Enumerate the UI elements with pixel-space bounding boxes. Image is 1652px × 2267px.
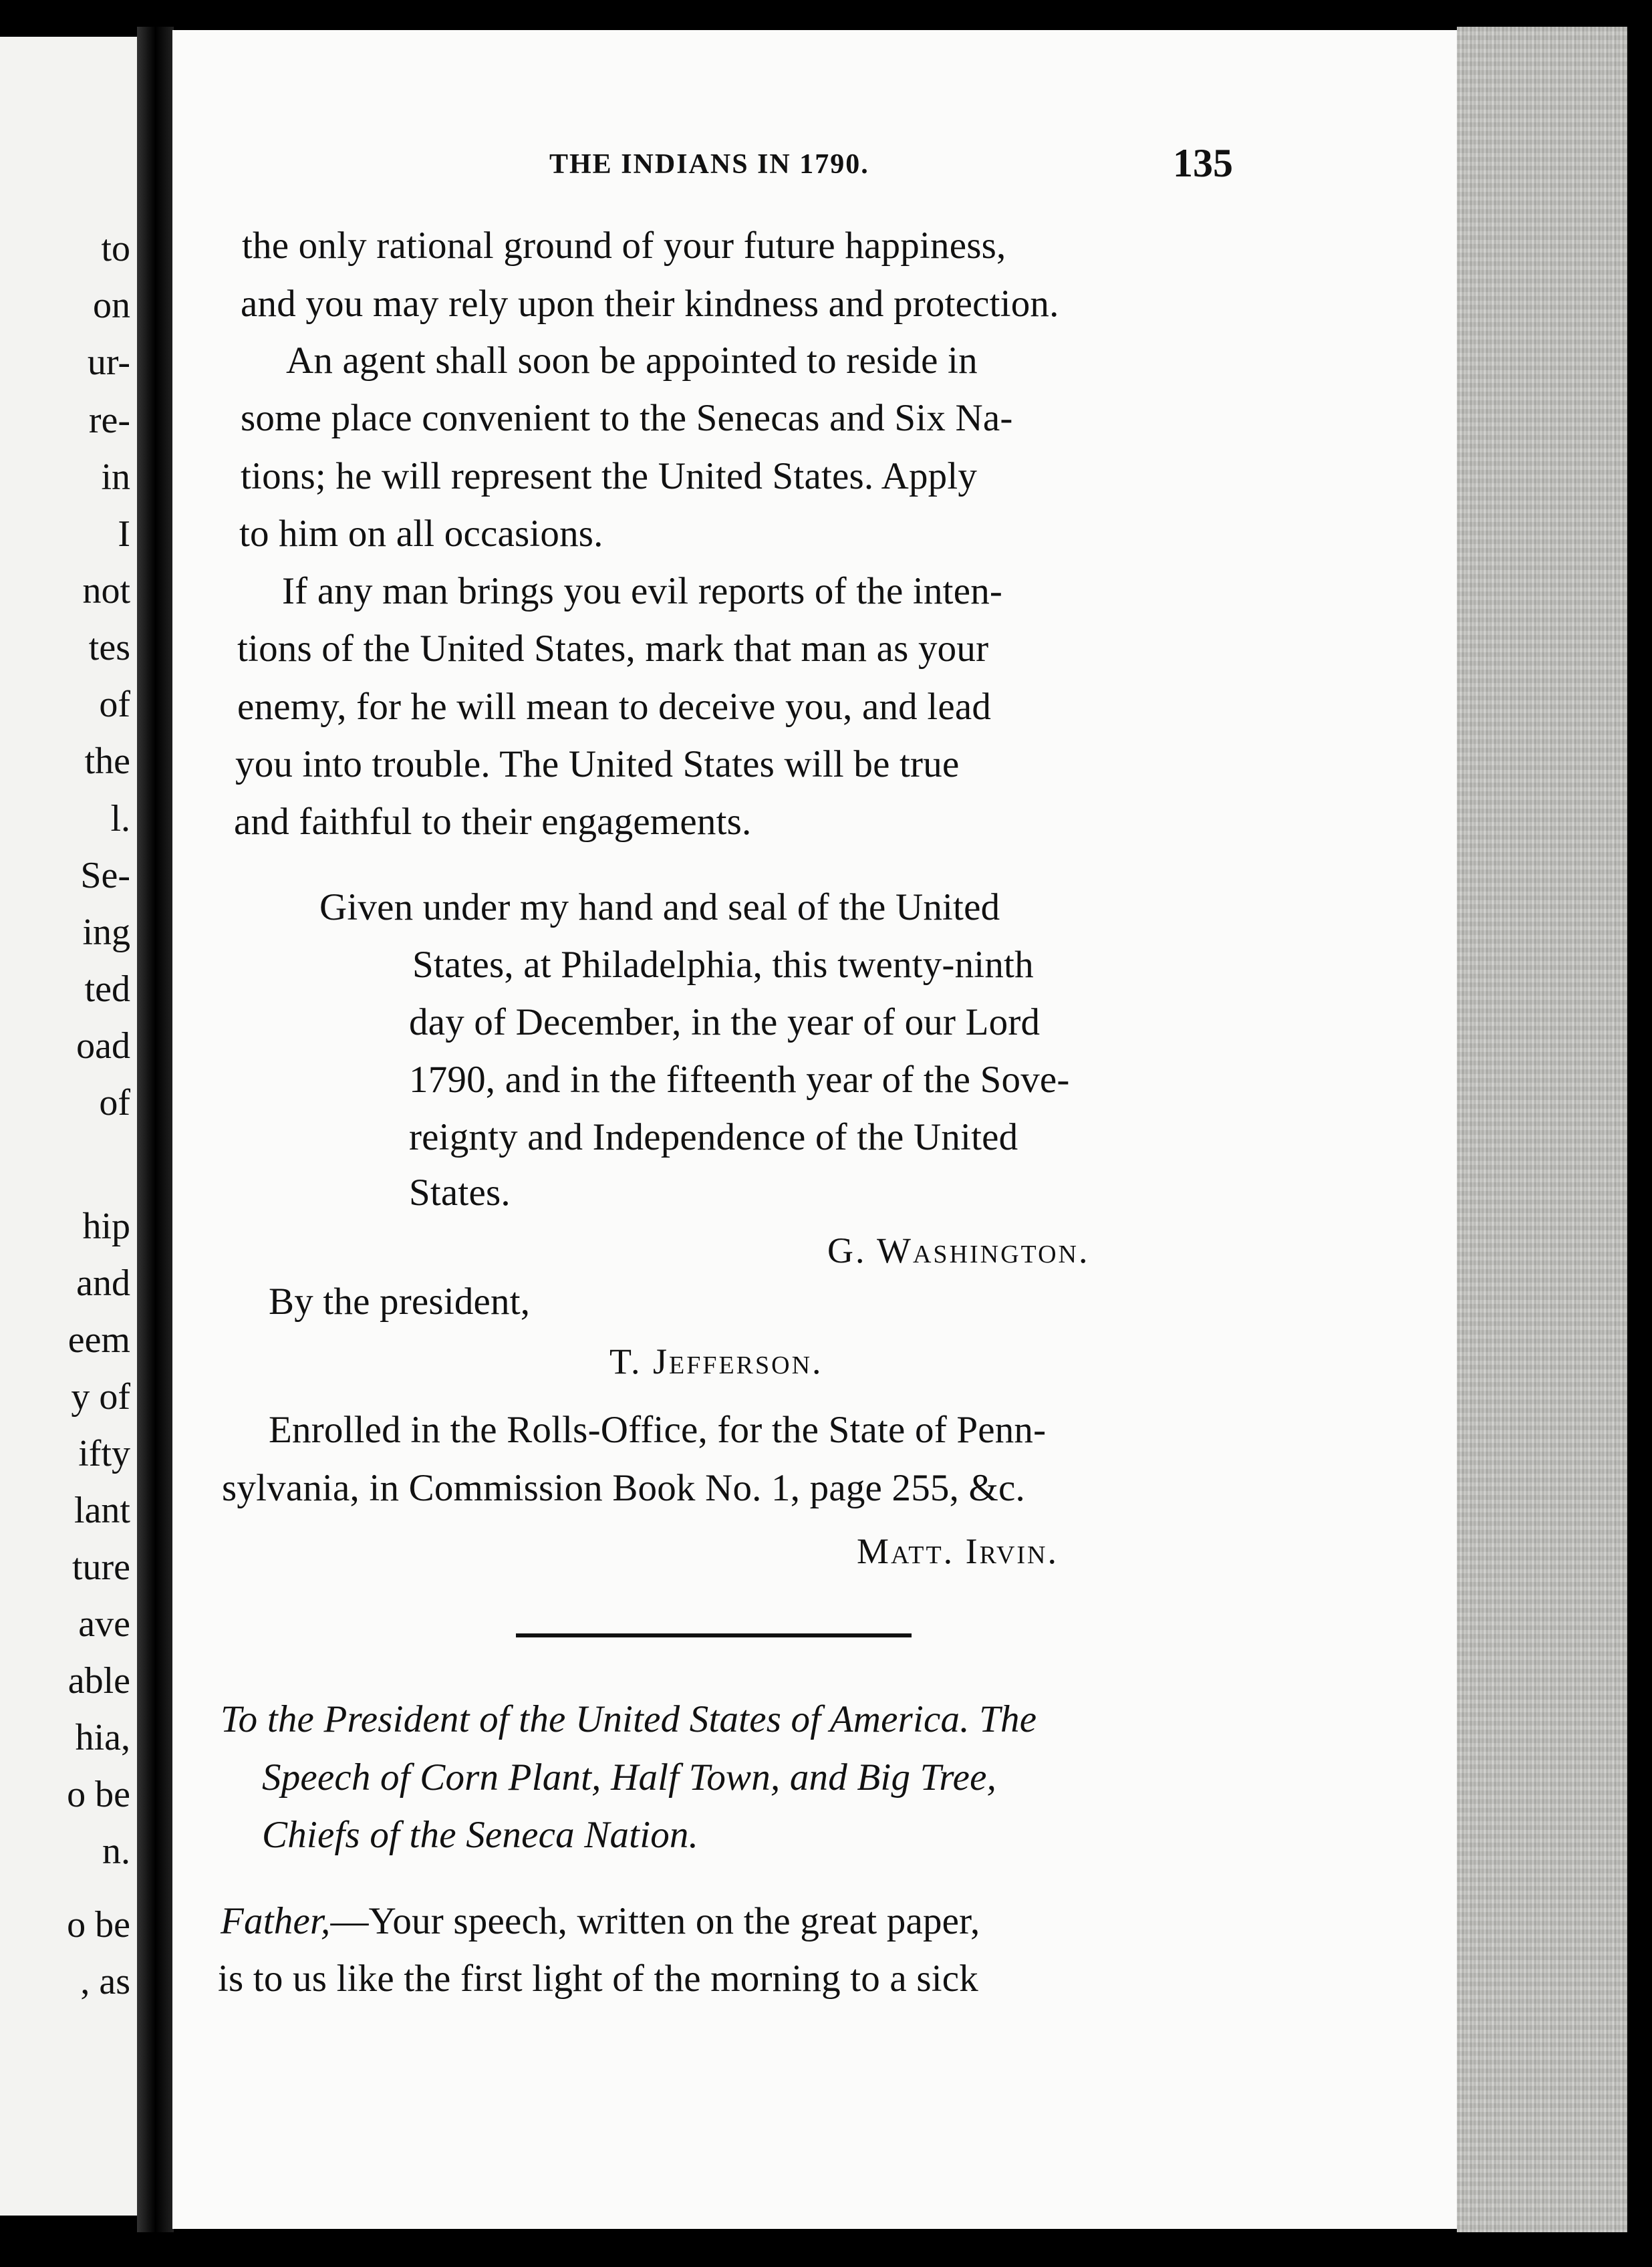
text-line: reignty and Independence of the United: [409, 1116, 1018, 1158]
facing-page-fragment: ted: [84, 968, 130, 1010]
facing-page-fragment: ave: [78, 1603, 130, 1645]
text-line: tions of the United States, mark that man as your: [237, 628, 989, 670]
facing-page-fragment: of: [99, 1082, 130, 1123]
facing-page-fragment: y of: [71, 1376, 130, 1418]
facing-page-fragment: o be: [67, 1774, 130, 1815]
text-line: An agent shall soon be appointed to reside in: [286, 340, 978, 382]
facing-page-fragment: to: [101, 228, 130, 269]
facing-page-fragment: the: [84, 741, 130, 782]
facing-page-fragment: on: [93, 285, 130, 326]
text-line: some place convenient to the Senecas and Six Na-: [241, 397, 1013, 439]
page-number: 135: [1173, 141, 1233, 185]
facing-page-fragment: I: [118, 513, 130, 555]
facing-page-fragment: in: [101, 456, 130, 498]
speech-heading-line: To the President of the United States of America. The: [221, 1698, 1037, 1740]
text-line: is to us like the first light of the morning to a sick: [218, 1958, 978, 2000]
text-line: and you may rely upon their kindness and protection.: [241, 283, 1059, 325]
book-gutter: [137, 27, 174, 2232]
facing-page-fragment: oad: [76, 1025, 130, 1067]
facing-page-fragment: eem: [67, 1319, 130, 1361]
facing-page-fragment: able: [67, 1660, 130, 1702]
facing-page-fragment: ture: [72, 1547, 130, 1588]
text-line: and faithful to their engagements.: [234, 801, 752, 843]
scan-border: [1627, 0, 1652, 2267]
signature-irvin: Matt. Irvin.: [857, 1531, 1059, 1571]
text-line: States.: [409, 1172, 511, 1214]
facing-page-fragment: ing: [82, 912, 130, 953]
signature-jefferson: T. Jefferson.: [609, 1341, 823, 1381]
text-line: enemy, for he will mean to deceive you, and lead: [237, 686, 992, 728]
facing-page-fragment: not: [82, 570, 130, 612]
section-rule: [516, 1633, 912, 1637]
text-line: day of December, in the year of our Lord: [409, 1001, 1041, 1043]
facing-page-fragment: lant: [74, 1490, 130, 1531]
father-label: Father,: [221, 1900, 331, 1942]
text-line: tions; he will represent the United States. Apply: [241, 455, 978, 497]
text-line: [221, 1899, 980, 1943]
father-line-rest: —Your speech, written on the great paper,: [330, 1900, 980, 1942]
page-edges: [1457, 27, 1627, 2232]
text-line: If any man brings you evil reports of the inten-: [282, 570, 1003, 612]
facing-page-fragment: ifty: [78, 1433, 130, 1474]
facing-page-fragment: , as: [80, 1961, 130, 2002]
facing-page-fragment: re-: [88, 400, 130, 441]
text-line: Enrolled in the Rolls-Office, for the State of Penn-: [269, 1409, 1047, 1451]
text-line: to him on all occasions.: [239, 513, 603, 555]
facing-page-fragment: o be: [67, 1904, 130, 1946]
facing-page-fragment: and: [76, 1262, 130, 1304]
facing-page-fragment: tes: [88, 627, 130, 668]
text-line: 1790, and in the fifteenth year of the Sove-: [409, 1059, 1070, 1101]
facing-page-fragment: ur-: [87, 342, 130, 383]
facing-page-fragment: n.: [102, 1831, 130, 1872]
text-line: Given under my hand and seal of the United: [319, 886, 1000, 928]
facing-page-fragment: l.: [110, 798, 130, 839]
facing-page-fragment: hia,: [75, 1717, 130, 1758]
running-title: THE INDIANS IN 1790.: [549, 149, 869, 180]
text-line: States, at Philadelphia, this twenty-ninth: [412, 944, 1034, 986]
facing-page-fragment: hip: [82, 1206, 130, 1247]
text-line: the only rational ground of your future happiness,: [242, 225, 1006, 267]
text-line: you into trouble. The United States will be true: [235, 743, 960, 785]
text-line: sylvania, in Commission Book No. 1, page 255, &c.: [222, 1467, 1025, 1509]
facing-page: [0, 37, 137, 2216]
text-line: By the president,: [269, 1281, 531, 1323]
facing-page-fragment: of: [99, 684, 130, 725]
facing-page-fragment: Se-: [80, 855, 130, 896]
speech-heading-line: Speech of Corn Plant, Half Town, and Big Tree,: [262, 1756, 997, 1798]
signature-washington: G. Washington.: [827, 1230, 1090, 1271]
speech-heading-line: Chiefs of the Seneca Nation.: [262, 1814, 699, 1856]
